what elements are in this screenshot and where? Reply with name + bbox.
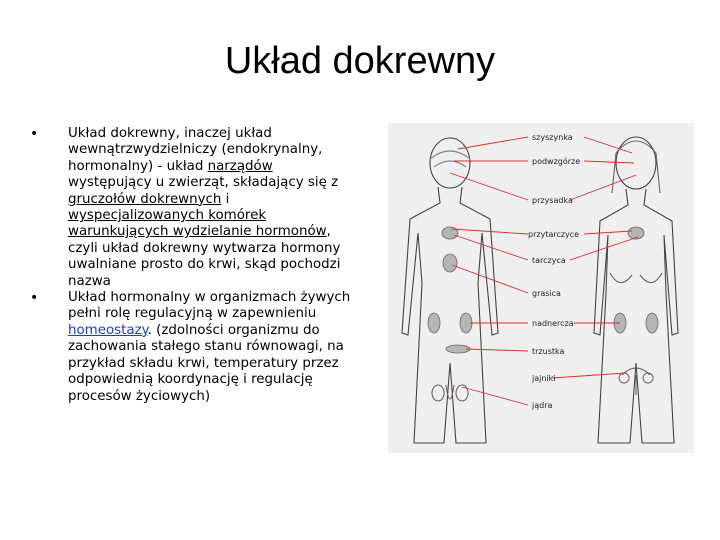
endocrine-diagram-svg: [388, 123, 694, 453]
text-segment: , czyli układ dokrewny wytwarza hormony uwalniane prosto do krwi, skąd pochodzi nazwa: [68, 224, 341, 289]
bullet-item-1: [30, 126, 360, 290]
pointer-lines: [450, 137, 638, 405]
female-chest: [610, 273, 662, 283]
male-head: [430, 138, 470, 188]
slide-title: Układ dokrewny: [224, 40, 496, 82]
label-przytarczyce: przytarczyce: [528, 230, 580, 239]
label-przysadka: przysadka: [532, 196, 573, 205]
male-body: [402, 187, 498, 443]
pointer-przytarczyce-f: [584, 231, 632, 234]
pointer-podwzgorze-f: [584, 161, 634, 163]
label-podwzgorze: podwzgórze: [532, 157, 581, 166]
pointer-jadra: [462, 387, 528, 405]
text-segment: Układ dokrewny, inaczej układ wewnątrzwydzielniczy (endokrynalny, hormonalny) - układ: [68, 126, 323, 174]
pointer-jajniki: [552, 373, 626, 378]
pointer-grasica: [452, 265, 528, 293]
underlined-term: narządów: [207, 158, 273, 174]
label-tarczyca: tarczyca: [532, 256, 566, 265]
male-figure: [402, 138, 498, 443]
pointer-szyszynka: [458, 137, 528, 149]
female-head: [616, 137, 656, 189]
female-ovaries: [619, 368, 653, 395]
label-nadnercza: nadnercza: [532, 319, 574, 328]
diagram-labels: [528, 133, 580, 410]
underlined-term: gruczołów dokrewnych: [68, 191, 222, 207]
label-jajniki: jajniki: [532, 374, 556, 383]
label-szyszynka: szyszynka: [532, 133, 573, 142]
text-segment: i: [221, 191, 230, 207]
male-thymus: [443, 254, 457, 272]
label-trzustka: trzustka: [532, 347, 565, 356]
endocrine-diagram: [388, 123, 694, 453]
homeostaza-link[interactable]: homeostazy: [68, 322, 148, 338]
slide-content: [30, 126, 360, 405]
pointer-trzustka: [466, 349, 528, 351]
pointer-tarczyca-f: [570, 237, 638, 260]
pointer-przysadka-f: [570, 175, 636, 200]
male-brain: [430, 151, 470, 167]
text-segment: Układ hormonalny w organizmach żywych pełni rolę regulacyjną w zapewnieniu: [68, 290, 351, 322]
female-figure: [594, 137, 678, 443]
bullet-text-2: [68, 290, 360, 405]
pointer-przytarczyce: [452, 229, 528, 234]
underlined-term: wyspecjalizowanych komórek warunkujących wydzielanie hormonów: [68, 208, 327, 240]
female-adrenal-right: [646, 313, 658, 333]
female-thyroid: [628, 227, 644, 239]
bullet-dot: •: [30, 290, 39, 307]
bullet-text-1: [68, 126, 360, 290]
text-segment: . (zdolności organizmu do zachowania stałego stanu równowagi, na przykład składu krwi, temperatury przez odpowiednią koordynację i regulację procesów życiowych): [68, 322, 344, 404]
text-segment: występujący u zwierząt, składający się z: [68, 175, 339, 191]
bullet-dot: •: [30, 126, 39, 142]
label-jadra: jądra: [532, 401, 553, 410]
label-grasica: grasica: [532, 289, 561, 298]
pointer-przysadka: [450, 173, 528, 200]
male-adrenal-left: [428, 313, 440, 333]
bullet-item-2: [30, 290, 360, 405]
